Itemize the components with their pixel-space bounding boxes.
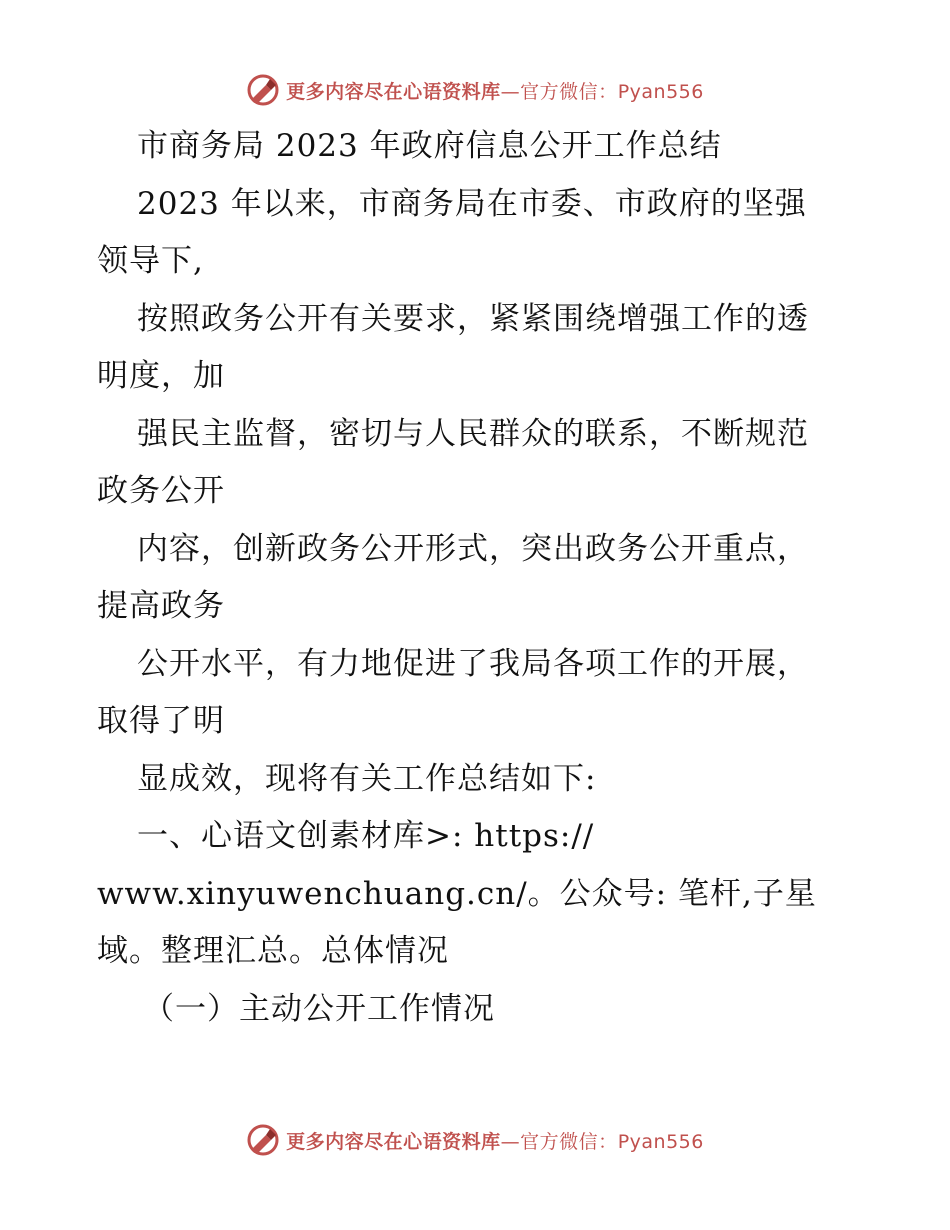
document-body bbox=[97, 118, 867, 1038]
paragraph-line: 公开水平，有力地促进了我局各项工作的开展， bbox=[137, 645, 809, 682]
subsection-heading: （一）主动公开工作情况 bbox=[143, 990, 495, 1027]
watermark-account: Pyan556 bbox=[617, 1130, 704, 1153]
watermark-text bbox=[286, 77, 704, 104]
watermark-text bbox=[286, 1127, 704, 1154]
paragraph-line: 内容，创新政务公开形式，突出政务公开重点， bbox=[137, 530, 809, 567]
paragraph-line: 2023 年以来，市商务局在市委、市政府的坚强 bbox=[137, 185, 807, 222]
pen-seal-logo-icon bbox=[246, 73, 280, 107]
watermark-main: 更多内容尽在心语资料库 bbox=[286, 80, 501, 103]
watermark-account: Pyan556 bbox=[617, 80, 704, 103]
paragraph-line: 领导下, bbox=[97, 243, 204, 279]
watermark-label: 官方微信： bbox=[520, 80, 618, 103]
pen-seal-logo-icon bbox=[246, 1123, 280, 1157]
paragraph-line: 按照政务公开有关要求，紧紧围绕增强工作的透 bbox=[137, 300, 809, 337]
paragraph-line: 取得了明 bbox=[97, 703, 225, 739]
watermark-main: 更多内容尽在心语资料库 bbox=[286, 1130, 501, 1153]
watermark-label: 官方微信： bbox=[520, 1130, 618, 1153]
watermark-separator: — bbox=[500, 1130, 521, 1153]
watermark-separator: — bbox=[500, 80, 521, 103]
paragraph-line: www.xinyuwenchuang.cn/。公众号: 笔杆,子星 bbox=[97, 875, 817, 912]
watermark-banner-top bbox=[0, 70, 950, 110]
paragraph-line: 强民主监督，密切与人民群众的联系，不断规范 bbox=[137, 415, 809, 452]
paragraph-line: 提高政务 bbox=[97, 588, 225, 624]
section-heading: 一、心语文创素材库>: https:// bbox=[137, 818, 595, 854]
watermark-banner-bottom bbox=[0, 1120, 950, 1160]
paragraph-line: 域。整理汇总。总体情况 bbox=[97, 933, 449, 969]
paragraph-line: 明度，加 bbox=[97, 358, 225, 394]
document-title: 市商务局 2023 年政府信息公开工作总结 bbox=[137, 128, 722, 164]
paragraph-line: 显成效，现将有关工作总结如下: bbox=[137, 760, 597, 797]
paragraph-line: 政务公开 bbox=[97, 473, 225, 509]
